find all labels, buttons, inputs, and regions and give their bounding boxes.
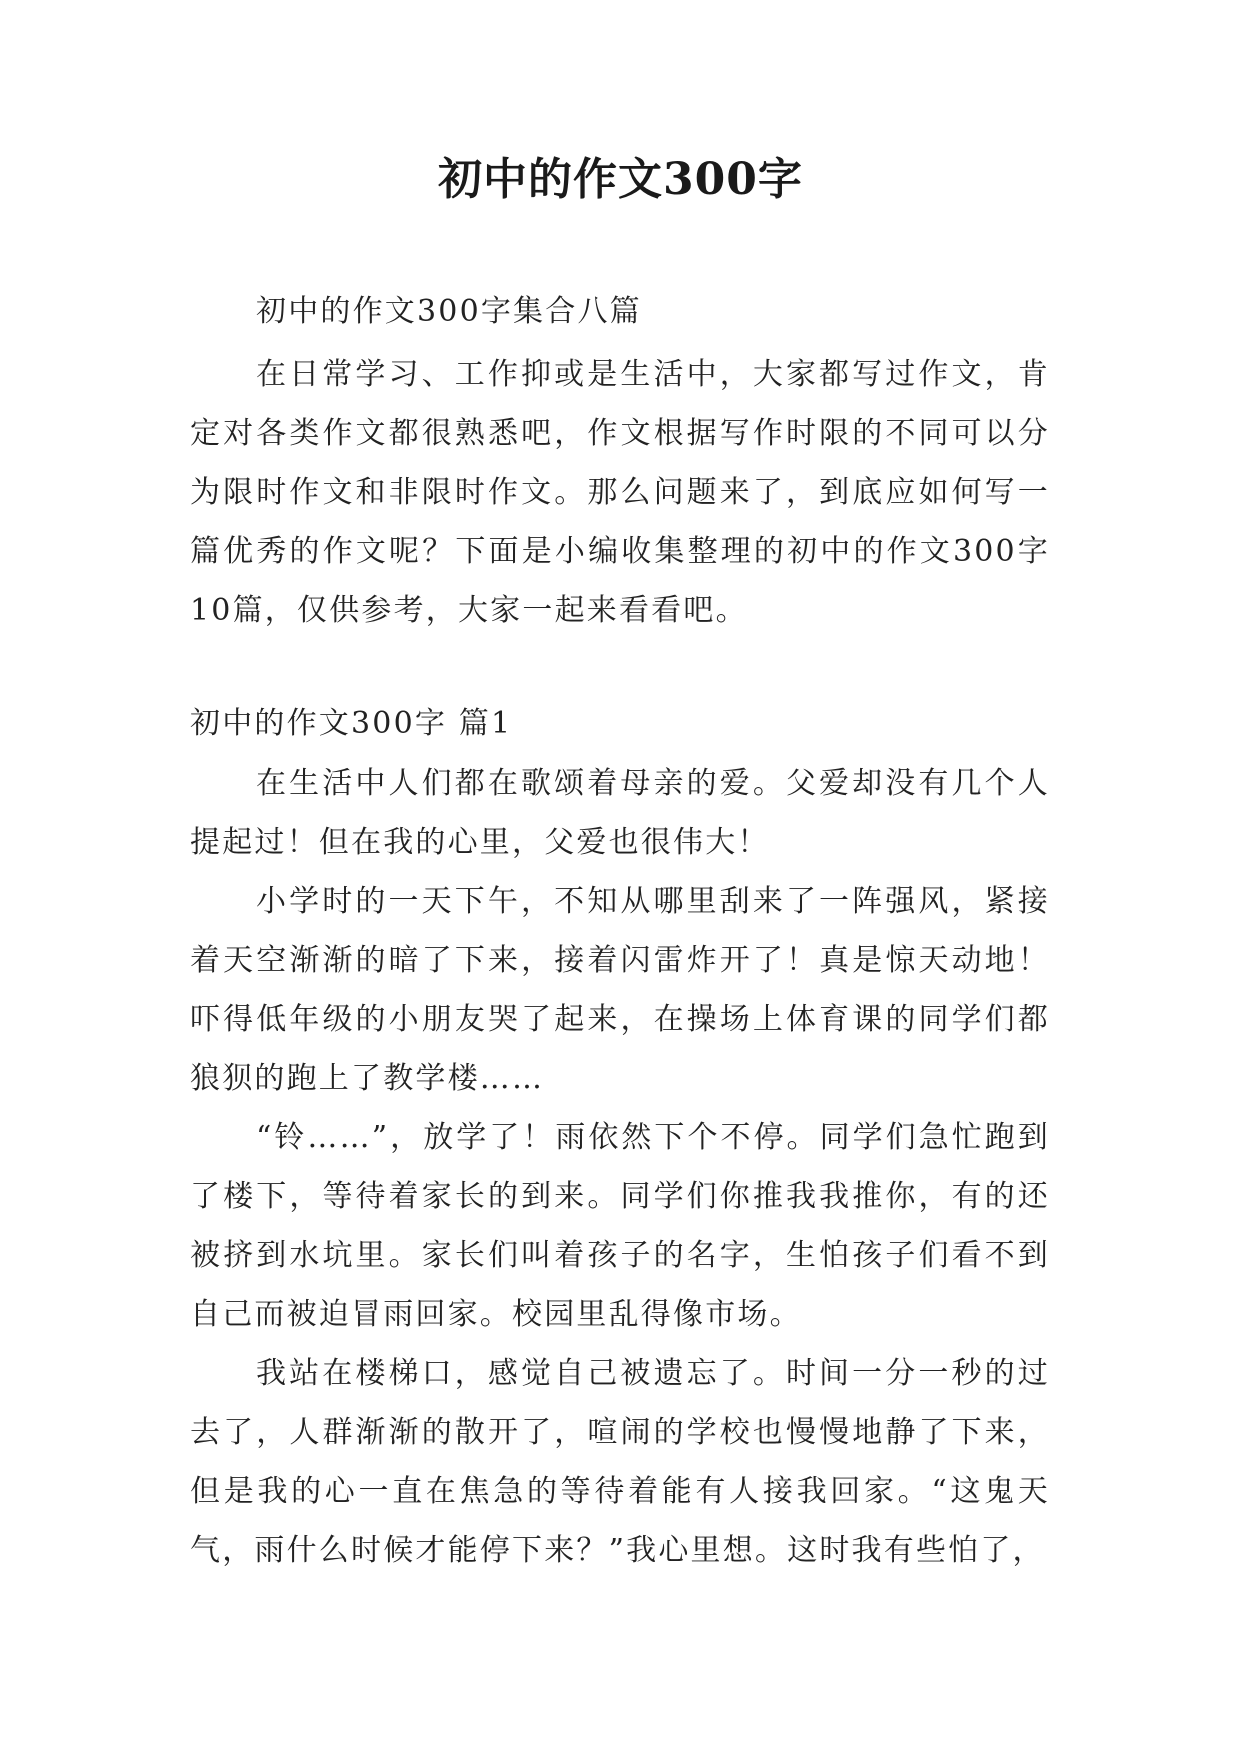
intro-paragraph: 在日常学习、工作抑或是生活中，大家都写过作文，肯定对各类作文都很熟悉吧，作文根据写作时限的不同可以分为限时作文和非限时作文。那么问题来了，到底应如何写一篇优秀的作文呢？下面是小编收集整理的初中的作文300字10篇，仅供参考，大家一起来看看吧。: [190, 357, 1050, 628]
essay-paragraph: 小学时的一天下午，不知从哪里刮来了一阵强风，紧接着天空渐渐的暗了下来，接着闪雷炸开了！真是惊天动地！吓得低年级的小朋友哭了起来，在操场上体育课的同学们都狼狈的跑上了教学楼……: [190, 884, 1050, 1096]
essay-body: [190, 754, 1050, 1580]
essay-paragraph: “铃……”，放学了！雨依然下个不停。同学们急忙跑到了楼下，等待着家长的到来。同学们你推我我推你，有的还被挤到水坑里。家长们叫着孩子的名字，生怕孩子们看不到自己而被迫冒雨回家。校园里乱得像市场。: [190, 1120, 1050, 1332]
essay-paragraph: 在生活中人们都在歌颂着母亲的爱。父爱却没有几个人提起过！但在我的心里，父爱也很伟大！: [190, 766, 1050, 860]
section-heading: 初中的作文300字 篇1: [190, 706, 513, 741]
document-title: 初中的作文300字: [438, 154, 803, 205]
intro-heading: 初中的作文300字集合八篇: [256, 294, 642, 329]
essay-paragraph: 我站在楼梯口，感觉自己被遗忘了。时间一分一秒的过去了，人群渐渐的散开了，喧闹的学校也慢慢地静了下来，但是我的心一直在焦急的等待着能有人接我回家。“这鬼天气，雨什么时候才能停下来？”我心里想。这时我有些怕了，: [190, 1356, 1050, 1568]
intro-block: [190, 345, 1050, 640]
